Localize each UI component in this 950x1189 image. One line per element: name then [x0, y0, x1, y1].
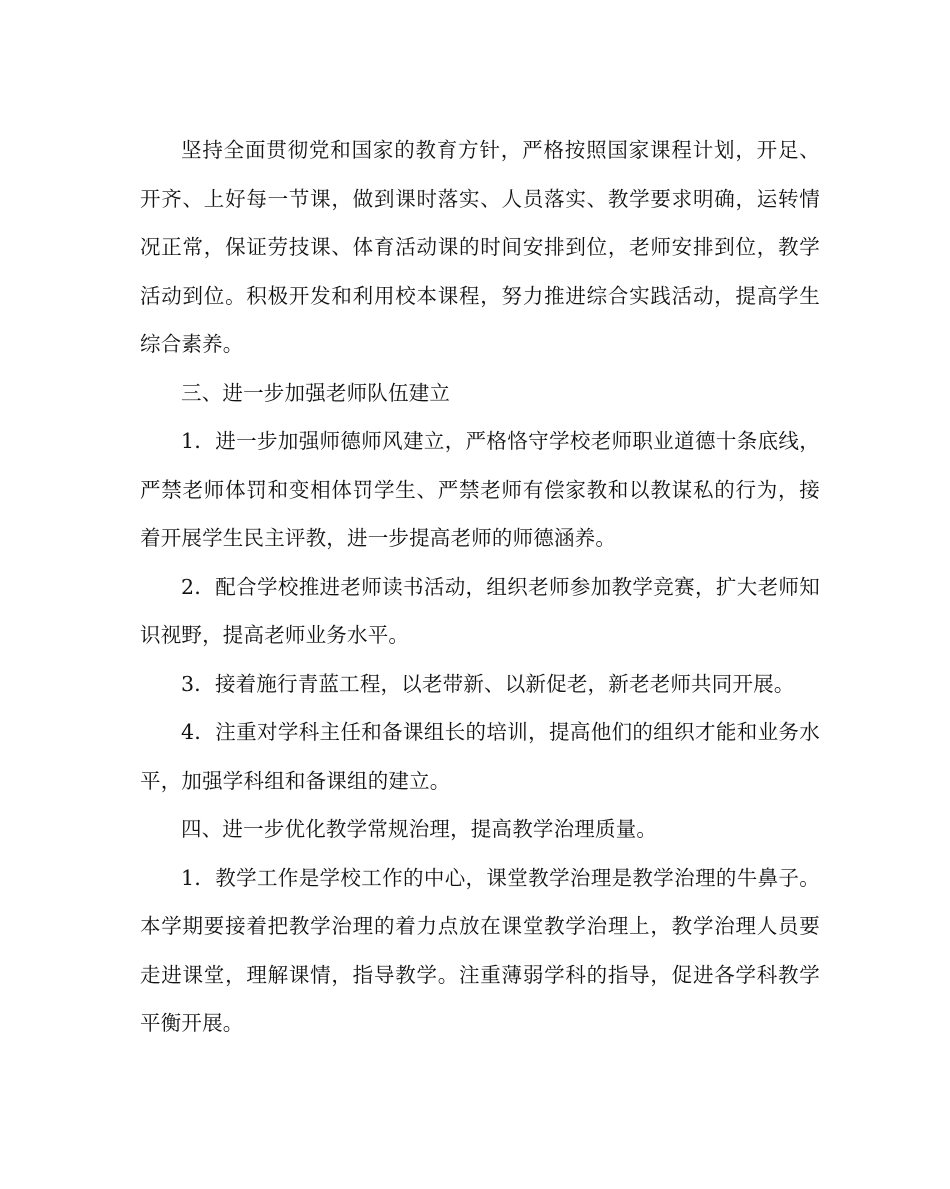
document-body: [140, 126, 820, 1048]
section-heading-teacher-team: 三、进一步加强老师队伍建立: [181, 380, 451, 405]
paragraph-teacher-ethics: 1．进一步加强师德师风建立，严格恪守学校老师职业道德十条底线，严禁老师体罚和变相体罚学生、严禁老师有偿家教和以教谋私的行为，接着开展学生民主评教，进一步提高老师的师德涵养。: [140, 429, 820, 550]
section-heading-teaching-management: 四、进一步优化教学常规治理，提高教学治理质量。: [181, 817, 658, 841]
paragraph-training: 4．注重对学科主任和备课组长的培训，提高他们的组织才能和业务水平，加强学科组和备课组的建立。: [140, 720, 820, 793]
paragraph-curriculum: 坚持全面贯彻党和国家的教育方针，严格按照国家课程计划，开足、开齐、上好每一节课，做到课时落实、人员落实、教学要求明确，运转情况正常，保证劳技课、体育活动课的时间安排到位，老师安排到位，教学活动到位。积极开发和利用校本课程，努力推进综合实践活动，提高学生综合素养。: [140, 138, 820, 356]
paragraph-mentoring: 3．接着施行青蓝工程，以老带新、以新促老，新老老师共同开展。: [181, 671, 795, 696]
paragraph-classroom-management: 1．教学工作是学校工作的中心，课堂教学治理是教学治理的牛鼻子。本学期要接着把教学治理的着力点放在课堂教学治理上，教学治理人员要走进课堂，理解课情，指导教学。注重薄弱学科的指导，促进各学科教学平衡开展。: [140, 865, 820, 1035]
paragraph-teacher-reading: 2．配合学校推进老师读书活动，组织老师参加教学竞赛，扩大老师知识视野，提高老师业务水平。: [140, 574, 820, 647]
